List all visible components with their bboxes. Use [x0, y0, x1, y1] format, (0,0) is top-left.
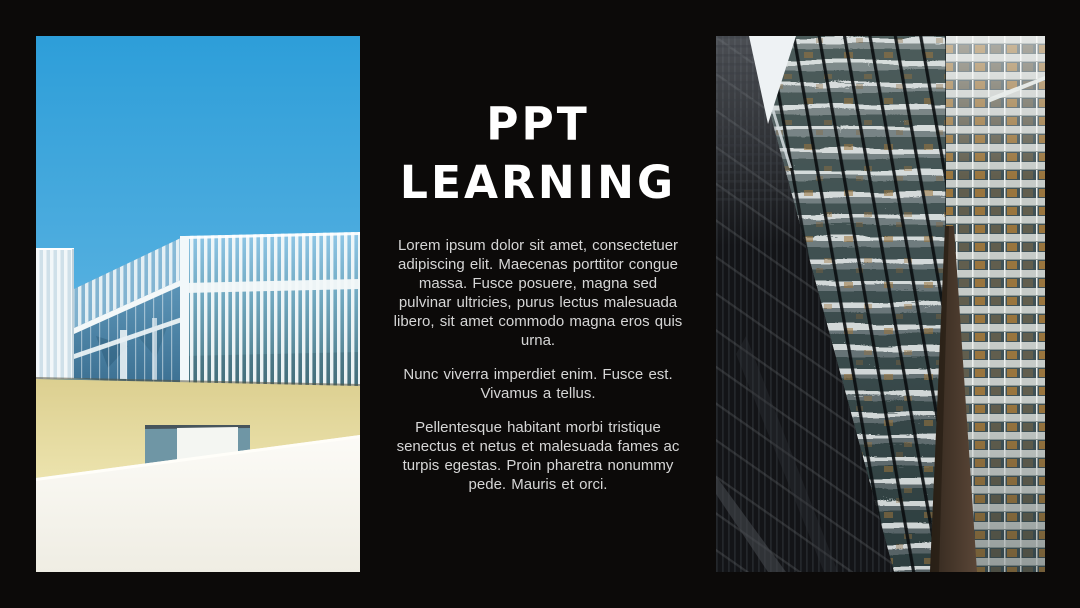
slide-title-line1: PPT — [486, 98, 590, 152]
left-photo-art — [36, 36, 360, 572]
slide-text-column — [360, 36, 716, 572]
right-photo — [716, 36, 1045, 572]
left-louver-structure — [36, 248, 74, 379]
slide-body-text — [391, 236, 685, 494]
left-photo — [36, 36, 360, 572]
body-paragraph-1: Lorem ipsum dolor sit amet, consectetuer adipiscing elit. Maecenas porttitor congue massa. Fusce posuere, magna sed pulvinar ultricies, purus lectus malesuada libero, sit amet commodo magna eros quis urna. — [393, 237, 683, 349]
slide-title — [400, 96, 676, 212]
louvered-building-right-face — [185, 232, 360, 387]
body-paragraph-3: Pellentesque habitant morbi tristique senectus et netus et malesuada fames ac turpis egestas. Proin pharetra nonummy pede. Mauris et orci. — [396, 419, 680, 493]
body-paragraph-2: Nunc viverra imperdiet enim. Fusce est. Vivamus a tellus. — [403, 366, 673, 402]
slide-title-line2: LEARNING — [399, 156, 677, 210]
right-photo-art — [716, 36, 1045, 572]
